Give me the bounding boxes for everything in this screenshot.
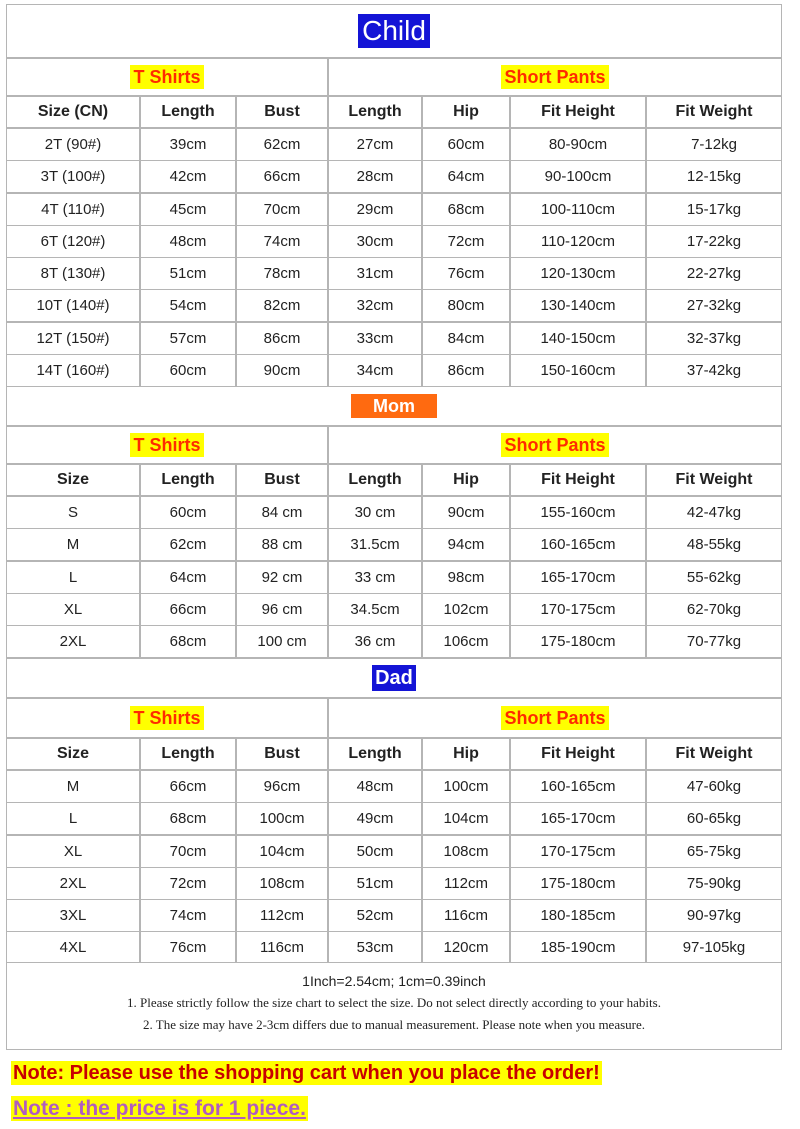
child-table-cell: 45cm [140, 193, 236, 226]
dad-table-cell: 104cm [236, 835, 328, 868]
child-title-band [6, 4, 782, 58]
mom-header-cell: Length [140, 464, 236, 496]
mom-header-cell: Size [6, 464, 140, 496]
child-table-cell: 12-15kg [646, 160, 782, 193]
child-table-cell: 17-22kg [646, 225, 782, 258]
child-table-cell: 80-90cm [510, 128, 646, 161]
mom-table-cell: 98cm [422, 561, 510, 594]
dad-table-cell: 48cm [328, 770, 422, 803]
child-table-cell: 28cm [328, 160, 422, 193]
dad-table-cell: 170-175cm [510, 835, 646, 868]
dad-table-cell: 116cm [422, 899, 510, 932]
child-table-cell: 66cm [236, 160, 328, 193]
child-table-cell: 68cm [422, 193, 510, 226]
mom-table-cell: 106cm [422, 625, 510, 658]
dad-tshirts-band [6, 698, 328, 738]
dad-title-band [6, 658, 782, 698]
mom-table-cell: 2XL [6, 625, 140, 658]
dad-table-cell: 185-190cm [510, 931, 646, 964]
dad-table-cell: 116cm [236, 931, 328, 964]
dad-table-cell: 104cm [422, 802, 510, 835]
child-tshirts-label: T Shirts [130, 65, 203, 89]
unit-conversion: 1Inch=2.54cm; 1cm=0.39inch [302, 973, 486, 989]
child-table-cell: 15-17kg [646, 193, 782, 226]
child-title: Child [358, 14, 430, 48]
child-table-cell: 84cm [422, 322, 510, 355]
child-table-cell: 30cm [328, 225, 422, 258]
dad-table-cell: 3XL [6, 899, 140, 932]
dad-table-cell: 65-75kg [646, 835, 782, 868]
size-notes [6, 962, 782, 1050]
mom-table-cell: 68cm [140, 625, 236, 658]
mom-header-cell: Fit Weight [646, 464, 782, 496]
dad-shorts-label: Short Pants [501, 706, 608, 730]
child-table-cell: 29cm [328, 193, 422, 226]
dad-table-cell: 165-170cm [510, 802, 646, 835]
dad-table-cell: 51cm [328, 867, 422, 900]
child-table-cell: 39cm [140, 128, 236, 161]
dad-table-cell: 108cm [422, 835, 510, 868]
dad-table-cell: 96cm [236, 770, 328, 803]
mom-table-cell: 70-77kg [646, 625, 782, 658]
mom-table-cell: 100 cm [236, 625, 328, 658]
child-table-cell: 37-42kg [646, 354, 782, 387]
mom-table-cell: 60cm [140, 496, 236, 529]
child-table-cell: 100-110cm [510, 193, 646, 226]
dad-tshirts-label: T Shirts [130, 706, 203, 730]
mom-table-cell: 30 cm [328, 496, 422, 529]
dad-table-cell: 49cm [328, 802, 422, 835]
dad-table-cell: 66cm [140, 770, 236, 803]
dad-table-cell: 74cm [140, 899, 236, 932]
mom-title-band [6, 386, 782, 426]
dad-table-cell: M [6, 770, 140, 803]
mom-table-cell: 62-70kg [646, 593, 782, 626]
child-table-cell: 150-160cm [510, 354, 646, 387]
child-header-cell: Fit Height [510, 96, 646, 128]
dad-table-cell: 160-165cm [510, 770, 646, 803]
mom-tshirts-label: T Shirts [130, 433, 203, 457]
mom-table-cell: 84 cm [236, 496, 328, 529]
dad-table-cell: 2XL [6, 867, 140, 900]
child-header-cell: Hip [422, 96, 510, 128]
child-table-cell: 57cm [140, 322, 236, 355]
child-table-cell: 80cm [422, 289, 510, 322]
mom-table-cell: 64cm [140, 561, 236, 594]
child-table-cell: 42cm [140, 160, 236, 193]
dad-table-cell: 100cm [422, 770, 510, 803]
child-table-cell: 32cm [328, 289, 422, 322]
child-table-cell: 7-12kg [646, 128, 782, 161]
mom-table-cell: 94cm [422, 528, 510, 561]
child-table-cell: 60cm [140, 354, 236, 387]
dad-table-cell: 175-180cm [510, 867, 646, 900]
dad-table-cell: 112cm [422, 867, 510, 900]
child-table-cell: 72cm [422, 225, 510, 258]
mom-header-cell: Hip [422, 464, 510, 496]
mom-table-cell: 90cm [422, 496, 510, 529]
child-table-cell: 4T (110#) [6, 193, 140, 226]
child-table-cell: 130-140cm [510, 289, 646, 322]
dad-table-cell: 108cm [236, 867, 328, 900]
mom-table-cell: XL [6, 593, 140, 626]
child-table-cell: 70cm [236, 193, 328, 226]
child-table-cell: 51cm [140, 257, 236, 290]
child-table-cell: 3T (100#) [6, 160, 140, 193]
dad-table-cell: 72cm [140, 867, 236, 900]
dad-table-cell: 52cm [328, 899, 422, 932]
dad-header-cell: Size [6, 738, 140, 770]
child-table-cell: 62cm [236, 128, 328, 161]
mom-header-cell: Bust [236, 464, 328, 496]
dad-title: Dad [372, 665, 416, 691]
child-table-cell: 90cm [236, 354, 328, 387]
mom-table-cell: 55-62kg [646, 561, 782, 594]
dad-table-cell: 60-65kg [646, 802, 782, 835]
child-table-cell: 14T (160#) [6, 354, 140, 387]
mom-tshirts-band [6, 426, 328, 464]
note-2: 2. The size may have 2-3cm differs due to manual measurement. Please note when you measure. [142, 1017, 646, 1032]
child-table-cell: 140-150cm [510, 322, 646, 355]
mom-table-cell: 33 cm [328, 561, 422, 594]
dad-table-cell: 75-90kg [646, 867, 782, 900]
child-table-cell: 34cm [328, 354, 422, 387]
mom-table-cell: 34.5cm [328, 593, 422, 626]
dad-table-cell: 90-97kg [646, 899, 782, 932]
child-table-cell: 54cm [140, 289, 236, 322]
mom-table-cell: 102cm [422, 593, 510, 626]
dad-header-cell: Hip [422, 738, 510, 770]
mom-table-cell: S [6, 496, 140, 529]
mom-header-cell: Fit Height [510, 464, 646, 496]
child-table-cell: 6T (120#) [6, 225, 140, 258]
mom-table-cell: 170-175cm [510, 593, 646, 626]
mom-table-cell: 48-55kg [646, 528, 782, 561]
mom-title: Mom [351, 394, 437, 418]
child-shorts-band [328, 58, 782, 96]
child-table-cell: 12T (150#) [6, 322, 140, 355]
mom-table-cell: 62cm [140, 528, 236, 561]
dad-table-cell: 112cm [236, 899, 328, 932]
mom-table-cell: 165-170cm [510, 561, 646, 594]
dad-header-cell: Length [328, 738, 422, 770]
child-table-cell: 10T (140#) [6, 289, 140, 322]
mom-table-cell: 155-160cm [510, 496, 646, 529]
child-table-cell: 78cm [236, 257, 328, 290]
mom-table-cell: 175-180cm [510, 625, 646, 658]
child-shorts-label: Short Pants [501, 65, 608, 89]
child-table-cell: 2T (90#) [6, 128, 140, 161]
child-table-cell: 27cm [328, 128, 422, 161]
dad-table-cell: 4XL [6, 931, 140, 964]
cart-notice: Note: Please use the shopping cart when you place the order! [13, 1062, 600, 1084]
child-table-cell: 33cm [328, 322, 422, 355]
child-table-cell: 120-130cm [510, 257, 646, 290]
child-table-cell: 27-32kg [646, 289, 782, 322]
child-table-cell: 22-27kg [646, 257, 782, 290]
mom-shorts-band [328, 426, 782, 464]
mom-table-cell: 36 cm [328, 625, 422, 658]
dad-table-cell: 100cm [236, 802, 328, 835]
child-header-cell: Length [140, 96, 236, 128]
mom-table-cell: L [6, 561, 140, 594]
child-table-cell: 110-120cm [510, 225, 646, 258]
note-1: 1. Please strictly follow the size chart to select the size. Do not select directly according to your habits. [127, 995, 661, 1010]
mom-table-cell: 160-165cm [510, 528, 646, 561]
child-header-cell: Length [328, 96, 422, 128]
child-table-cell: 31cm [328, 257, 422, 290]
dad-table-cell: 53cm [328, 931, 422, 964]
dad-header-cell: Length [140, 738, 236, 770]
dad-table-cell: 68cm [140, 802, 236, 835]
mom-header-cell: Length [328, 464, 422, 496]
child-table-cell: 74cm [236, 225, 328, 258]
dad-table-cell: 50cm [328, 835, 422, 868]
child-header-cell: Size (CN) [6, 96, 140, 128]
dad-shorts-band [328, 698, 782, 738]
child-table-cell: 48cm [140, 225, 236, 258]
dad-table-cell: XL [6, 835, 140, 868]
dad-table-cell: 76cm [140, 931, 236, 964]
dad-header-cell: Fit Weight [646, 738, 782, 770]
child-table-cell: 60cm [422, 128, 510, 161]
dad-header-cell: Fit Height [510, 738, 646, 770]
child-table-cell: 8T (130#) [6, 257, 140, 290]
child-table-cell: 76cm [422, 257, 510, 290]
dad-table-cell: 120cm [422, 931, 510, 964]
child-table-cell: 82cm [236, 289, 328, 322]
mom-table-cell: 88 cm [236, 528, 328, 561]
dad-table-cell: 70cm [140, 835, 236, 868]
price-notice: Note : the price is for 1 piece. [13, 1097, 306, 1120]
child-header-cell: Bust [236, 96, 328, 128]
mom-table-cell: 31.5cm [328, 528, 422, 561]
mom-table-cell: 42-47kg [646, 496, 782, 529]
mom-table-cell: 96 cm [236, 593, 328, 626]
mom-table-cell: M [6, 528, 140, 561]
child-table-cell: 86cm [236, 322, 328, 355]
dad-table-cell: 47-60kg [646, 770, 782, 803]
child-table-cell: 32-37kg [646, 322, 782, 355]
child-table-cell: 90-100cm [510, 160, 646, 193]
dad-table-cell: 97-105kg [646, 931, 782, 964]
dad-table-cell: L [6, 802, 140, 835]
dad-table-cell: 180-185cm [510, 899, 646, 932]
child-table-cell: 64cm [422, 160, 510, 193]
child-tshirts-band [6, 58, 328, 96]
mom-table-cell: 66cm [140, 593, 236, 626]
child-table-cell: 86cm [422, 354, 510, 387]
child-header-cell: Fit Weight [646, 96, 782, 128]
mom-table-cell: 92 cm [236, 561, 328, 594]
mom-shorts-label: Short Pants [501, 433, 608, 457]
dad-header-cell: Bust [236, 738, 328, 770]
